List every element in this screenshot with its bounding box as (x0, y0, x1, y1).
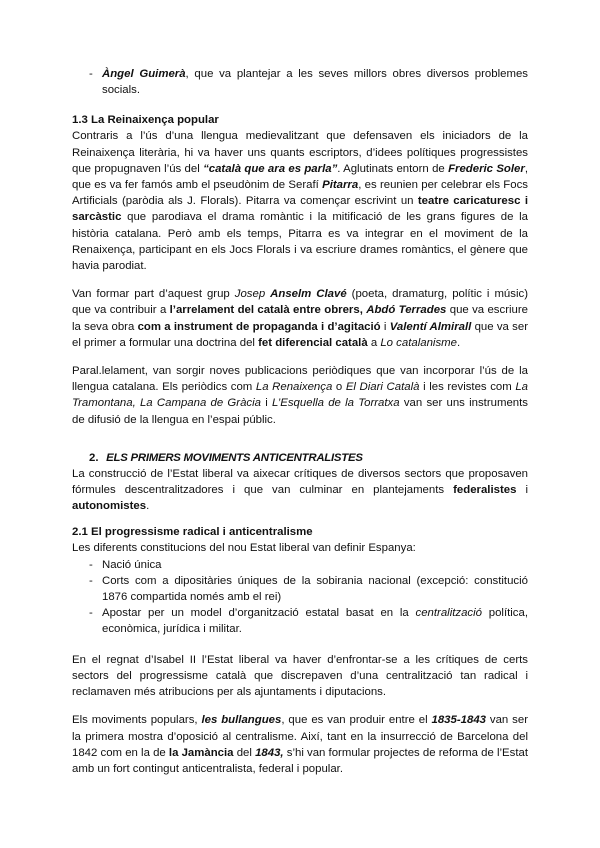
paragraph-estat-liberal: La construcció de l’Estat liberal va aixecar crítiques de diversos sectors que proposaven fórmules descentralitzadores i que van culminar en plantejaments federalistes i autonomistes. (72, 467, 528, 513)
author-name: Àngel Guimerà (102, 68, 186, 80)
list-item: - Apostar per un model d’organització estatal basat en la centralització política, econòmica, jurídica i militar. (89, 607, 528, 636)
section-heading-1-3: 1.3 La Reinaixença popular (72, 114, 219, 127)
section-heading-2-1: 2.1 El progressisme radical i anticentralisme (72, 526, 313, 539)
list-item: - Corts com a dipositàries úniques de la sobirania nacional (excepció: constitució 1876 compartida només amb el rei) (89, 574, 528, 604)
document-page (72, 66, 528, 777)
paragraph-isabel-ii: En el regnat d’Isabel II l’Estat liberal va haver d’enfrontar-se a les crítiques de certs sectors del progressisme català que discrepaven d’una centralització tan radical i reclamaven més atribucions per als ajuntaments i diputacions. (72, 653, 528, 699)
paragraph-grup-pitarra: Van formar part d’aquest grup Josep Anselm Clavé (poeta, dramaturg, polític i músic) que va contribuir a l’arrelament del català entre obrers, Abdó Terrades que va escriure la seva obra com a instrument de propaganda i d’agitació i Valentí Almirall que va ser el primer a formular una doctrina del fet diferencial català a Lo catalanisme. (72, 288, 528, 349)
list-item-guimera (72, 66, 528, 98)
paragraph-publicacions: Paral.lelament, van sorgir noves publicacions periòdiques que van incorporar l’ús de la llengua catalana. Els periòdics com La Renaixença o El Diari Català i les revistes com La Tramontana, La Campana de Gràcia i L’Esquella de la Torratxa van ser uns instruments de difusió de la llengua en l’espai públic. (72, 365, 528, 426)
list-item: - Nació única (89, 558, 162, 571)
paragraph-bullangues: Els moviments populars, les bullangues, que es van produir entre el 1835-1843 van ser la primera mostra d’oposició al centralisme. Així, tant en la insurrecció de Barcelona del 1842 com en la de la Jamància del 1843, s’hi van formular projectes de reforma de l’Estat amb un fort contingut anticentralista, federal i popular. (72, 714, 529, 775)
list-dash: - (89, 68, 93, 80)
section-heading-2: 2. ELS PRIMERS MOVIMENTS ANTICENTRALISTES (89, 451, 363, 464)
list-item-text: , que va plantejar a les seves millors obres diversos problemes socials. (102, 68, 528, 97)
paragraph-reinaixenca-popular: Contraris a l’ús d’una llengua medievalitzant que defensaven els iniciadors de la Reinaixença literària, hi va haver uns quants escriptors, d’idees polítiques progressistes que propugnaven l’ús del “català que ara es parla”. Aglutinats entorn de Frederic Soler, que es va fer famós amb el pseudònim de Serafí Pitarra, es reunien per celebrar els Focs Artificials (paròdia als J. Florals). Pitarra va començar escrivint un teatre caricaturesc i sarcàstic que parodiava el drama romàntic i la mitificació de les grans figures de la història catalana. Però amb els temps, Pitarra es va integrar en el moviment de la Renaixença, participant en els Jocs Florals i va escriure drames romàntics, el gènere que havia parodiat. (72, 130, 528, 273)
paragraph-constitucions: Les diferents constitucions del nou Estat liberal van definir Espanya: (72, 542, 416, 555)
